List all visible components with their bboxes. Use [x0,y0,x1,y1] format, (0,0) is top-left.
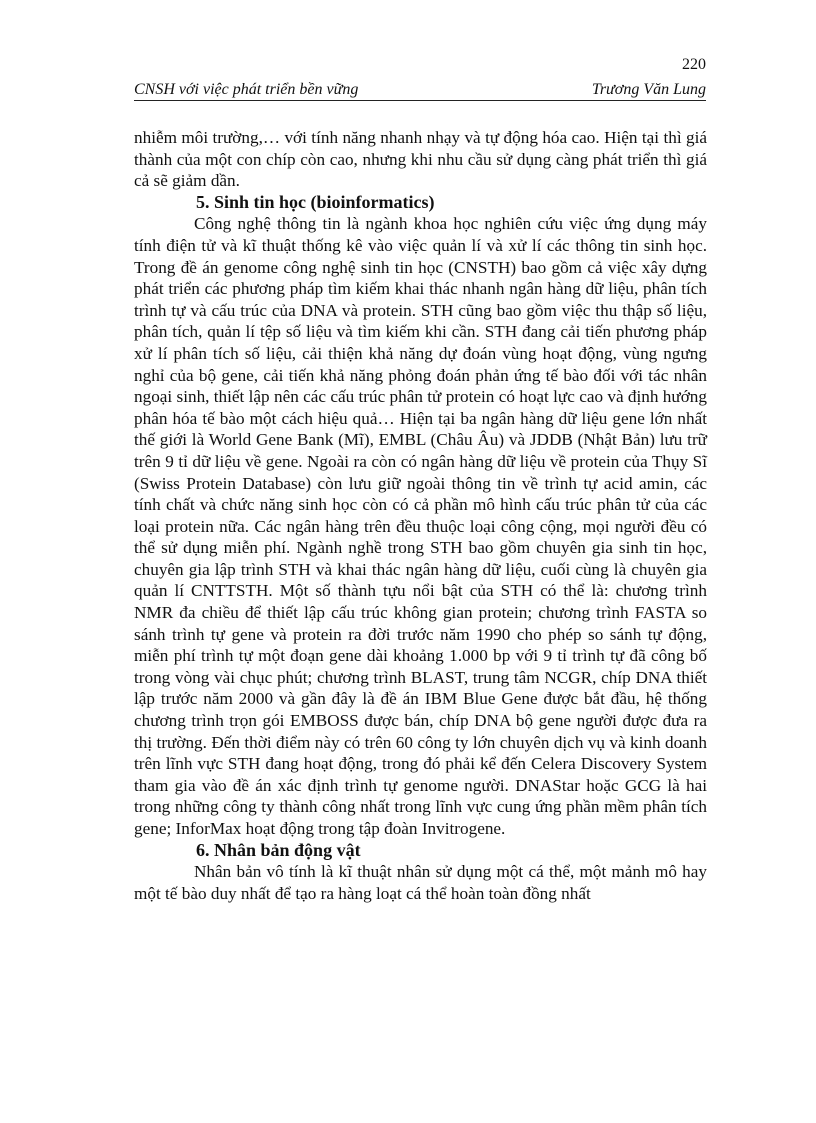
section-5-heading: 5. Sinh tin học (bioinformatics) [196,191,435,212]
section-6-paragraph: Nhân bản vô tính là kĩ thuật nhân sử dụng một cá thể, một mảnh mô hay một tế bào duy nhất để tạo ra hàng loạt cá thể hoàn toàn đồng nhất [134,862,707,903]
header-book-title: CNSH với việc phát triển bền vững [134,81,359,98]
page-number: 220 [682,56,706,73]
section-6-heading: 6. Nhân bản động vật [196,839,361,860]
page-body [134,127,707,904]
header-author: Trương Văn Lung [591,81,706,98]
running-header [134,81,706,101]
continued-paragraph: nhiễm môi trường,… với tính năng nhanh nhạy và tự động hóa cao. Hiện tại thì giá thành của một con chíp còn cao, nhưng khi nhu cầu sử dụng càng phát triển thì giá cả sẽ giảm dần. [134,128,707,191]
section-5-paragraph: Công nghệ thông tin là ngành khoa học nghiên cứu việc ứng dụng máy tính điện tử và kĩ thuật thống kê vào việc quản lí và xử lí các thông tin sinh học. Trong đề án genome công nghệ sinh tin học (CNSTH) bao gồm cả việc xây dựng phát triển các phương pháp tìm kiếm khai thác nhanh ngân hàng dữ liệu, phân tích trình tự và cấu trúc của DNA và protein. STH cũng bao gồm việc thu thập số liệu, phân tích, quản lí tệp số liệu và tìm kiếm khi cần. STH đang cải tiến phương pháp xử lí phân tích số liệu, cải thiện khả năng dự đoán vùng hoạt động, vùng ngưng nghỉ của bộ gene, cải tiến khả năng phỏng đoán phản ứng tế bào đối với tác nhân ngoại sinh, thiết lập nên các cấu trúc phân tử protein có hoạt lực cao và định hướng phân hóa tế bào một cách hiệu quả… Hiện tại ba ngân hàng dữ liệu gene lớn nhất thế giới là World Gene Bank (Mĩ), EMBL (Châu Âu) và JDDB (Nhật Bản) lưu trữ trên 9 tỉ dữ liệu về gene. Ngoài ra còn có ngân hàng dữ liệu về protein của Thụy Sĩ (Swiss Protein Database) còn lưu giữ ngoài thông tin về trình tự acid amin, các tính chất và chức năng sinh học còn có cả phần mô hình cấu trúc phân tử của các loại protein nữa. Các ngân hàng trên đều thuộc loại công cộng, mọi người đều có thể sử dụng miễn phí. Ngành nghề trong STH bao gồm chuyên gia sinh tin học, chuyên gia lập trình STH và khai thác ngân hàng dữ liệu, cuối cùng là chuyên gia quản lí CNTTSTH. Một số thành tựu nổi bật của STH có thể là: chương trình NMR đa chiều để thiết lập cấu trúc không gian protein; chương trình FASTA so sánh trình tự gene và protein ra đời trước năm 1990 cho phép so sánh tự động, miễn phí trình tự một đoạn gene dài khoảng 1.000 bp với 9 tỉ trình tự đã công bố trong vòng vài chục phút; chương trình BLAST, trung tâm NCGR, chíp DNA thiết lập trước năm 2000 và gần đây là đề án IBM Blue Gene được bắt đầu, hệ thống chương trình trọn gói EMBOSS được bán, chíp DNA bộ gene người được đưa ra thị trường. Đến thời điểm này có trên 60 công ty lớn chuyên dịch vụ và kinh doanh trên lĩnh vực STH đang hoạt động, trong đó phải kể đến Celera Discovery System tham gia vào đề án xác định trình tự genome người. DNAStar hoặc GCG là hai trong những công ty thành công nhất trong lĩnh vực cung ứng phần mềm phân tích gene; InforMax hoạt động trong tập đoàn Invitrogene. [134,214,707,838]
